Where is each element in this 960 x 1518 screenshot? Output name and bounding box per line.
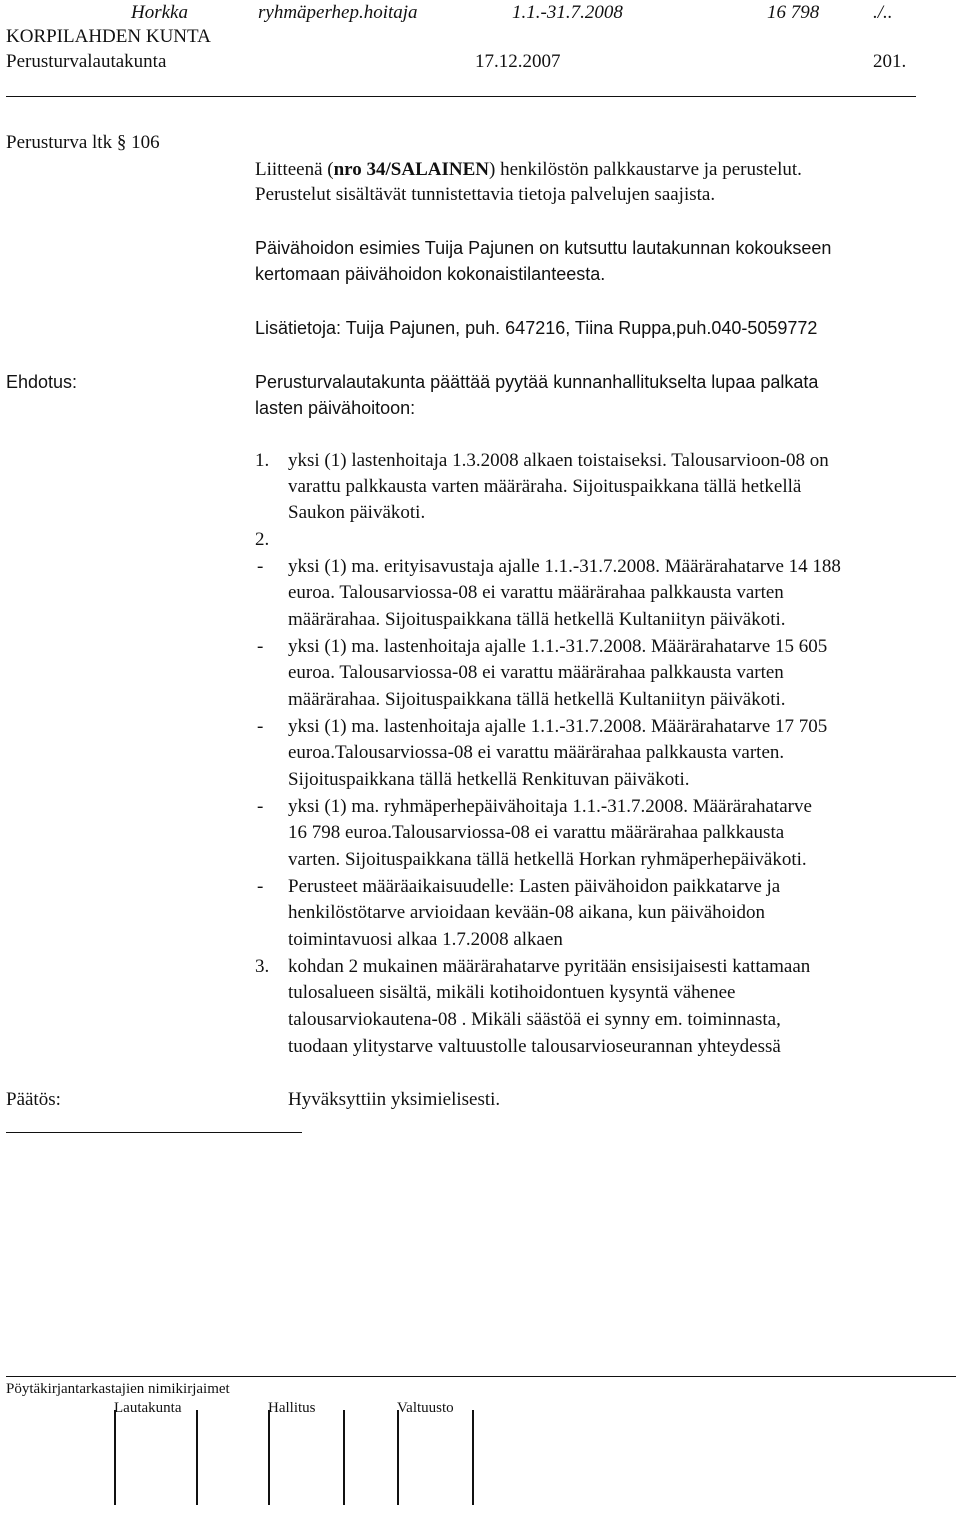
subitem-d-line2: 16 798 euroa.Talousarviossa-08 ei varattu määrärahaa palkkausta [288,822,785,843]
footer-column-lautakunta: Lautakunta [114,1400,182,1416]
subitem-c-line3: Sijoituspaikkana tällä hetkellä Renkituvan päiväkoti. [288,769,690,790]
item-number-1: 1. [255,450,270,471]
signature-line-5 [397,1410,399,1505]
proposal-line1: Perusturvalautakunta päättää pyytää kunnanhallitukselta lupaa palkata [255,372,819,392]
subitem-dash-c: - [257,716,264,737]
municipality-name: KORPILAHDEN KUNTA [6,26,211,47]
subitem-c-line1: yksi (1) ma. lastenhoitaja ajalle 1.1.-31.7.2008. Määrärahatarve 17 705 [288,716,828,737]
signature-line-3 [268,1410,270,1505]
item3-line1: kohdan 2 mukainen määrärahatarve pyritään ensisijaisesti kattamaan [288,956,811,977]
footer-rule [6,1376,956,1377]
subitem-dash-b: - [257,636,264,657]
board-name: Perusturvalautakunta [6,51,167,72]
signature-line-6 [472,1410,474,1505]
item1-line3: Saukon päiväkoti. [288,502,426,523]
intro-para2-line2: kertomaan päivähoidon kokonaistilanteesta. [255,264,606,284]
item3-line4: tuodaan ylitystarve valtuustolle talousarvioseurannan yhteydessä [288,1036,781,1057]
item1-line1: yksi (1) lastenhoitaja 1.3.2008 alkaen toistaiseksi. Talousarvioon-08 on [288,450,829,471]
decision-rule [6,1132,302,1133]
item3-line2: tulosalueen sisältä, mikäli kotihoidontuen kysyntä vähenee [288,982,736,1003]
header-period: 1.1.-31.7.2008 [512,2,623,23]
subitem-b-line2: euroa. Talousarviossa-08 ei varattu määrärahaa palkkausta varten [288,662,784,683]
decision-text: Hyväksyttiin yksimielisesti. [288,1089,501,1110]
attachment-number: nro 34/SALAINEN [333,159,489,180]
subitem-e-line2: henkilöstötarve arvioidaan kevään-08 aikana, kun päivähoidon [288,902,765,923]
intro-para2-line1: Päivähoidon esimies Tuija Pajunen on kutsuttu lautakunnan kokoukseen [255,238,832,258]
header-amount: 16 798 [767,2,820,23]
section-reference: Perusturva ltk § 106 [6,132,160,153]
subitem-e-line3: toimintavuosi alkaa 1.7.2008 alkaen [288,929,563,950]
subitem-b-line1: yksi (1) ma. lastenhoitaja ajalle 1.1.-31.7.2008. Määrärahatarve 15 605 [288,636,828,657]
subitem-a-line1: yksi (1) ma. erityisavustaja ajalle 1.1.-31.7.2008. Määrärahatarve 14 188 [288,556,841,577]
subitem-e-line1: Perusteet määräaikaisuudelle: Lasten päivähoidon paikkatarve ja [288,876,781,897]
subitem-a-line3: määrärahaa. Sijoituspaikkana tällä hetkellä Kultaniityn päiväkoti. [288,609,786,630]
header-continued: ./.. [873,2,893,23]
subitem-a-line2: euroa. Talousarviossa-08 ei varattu määrärahaa palkkausta varten [288,582,784,603]
proposal-label: Ehdotus: [6,372,78,392]
subitem-dash-a: - [257,556,264,577]
item1-line2: varattu palkkausta varten määräraha. Sijoituspaikkana tällä hetkellä [288,476,802,497]
footer-title: Pöytäkirjantarkastajien nimikirjaimet [6,1381,230,1397]
meeting-date: 17.12.2007 [475,51,561,72]
footer-column-valtuusto: Valtuusto [397,1400,454,1416]
subitem-dash-e: - [257,876,264,897]
page-number: 201. [873,51,907,72]
subitem-c-line2: euroa.Talousarviossa-08 ei varattu määrärahaa palkkausta varten. [288,742,785,763]
attachment-line: Liitteenä (nro 34/SALAINEN) henkilöstön palkkaustarve ja perustelut. [255,159,802,180]
item3-line3: talousarviokautena-08 . Mikäli säästöä ei synny em. toiminnasta, [288,1009,781,1030]
subitem-dash-d: - [257,796,264,817]
contact-info: Lisätietoja: Tuija Pajunen, puh. 647216, Tiina Ruppa,puh.040-5059772 [255,318,818,338]
signature-line-1 [114,1410,116,1505]
decision-label: Päätös: [6,1089,61,1110]
footer-column-hallitus: Hallitus [268,1400,316,1416]
signature-line-2 [196,1410,198,1505]
subitem-d-line1: yksi (1) ma. ryhmäperhepäivähoitaja 1.1.-31.7.2008. Määrärahatarve [288,796,812,817]
header-rule [6,96,916,97]
item-number-2: 2. [255,529,270,550]
header-unit: Horkka [131,2,188,23]
signature-line-4 [343,1410,345,1505]
subitem-b-line3: määrärahaa. Sijoituspaikkana tällä hetkellä Kultaniityn päiväkoti. [288,689,786,710]
header-service: ryhmäperhep.hoitaja [258,2,418,23]
proposal-line2: lasten päivähoitoon: [255,398,416,418]
item-number-3: 3. [255,956,270,977]
intro-line-2: Perustelut sisältävät tunnistettavia tietoja palvelujen saajista. [255,184,716,205]
subitem-d-line3: varten. Sijoituspaikkana tällä hetkellä Horkan ryhmäperhepäiväkoti. [288,849,807,870]
